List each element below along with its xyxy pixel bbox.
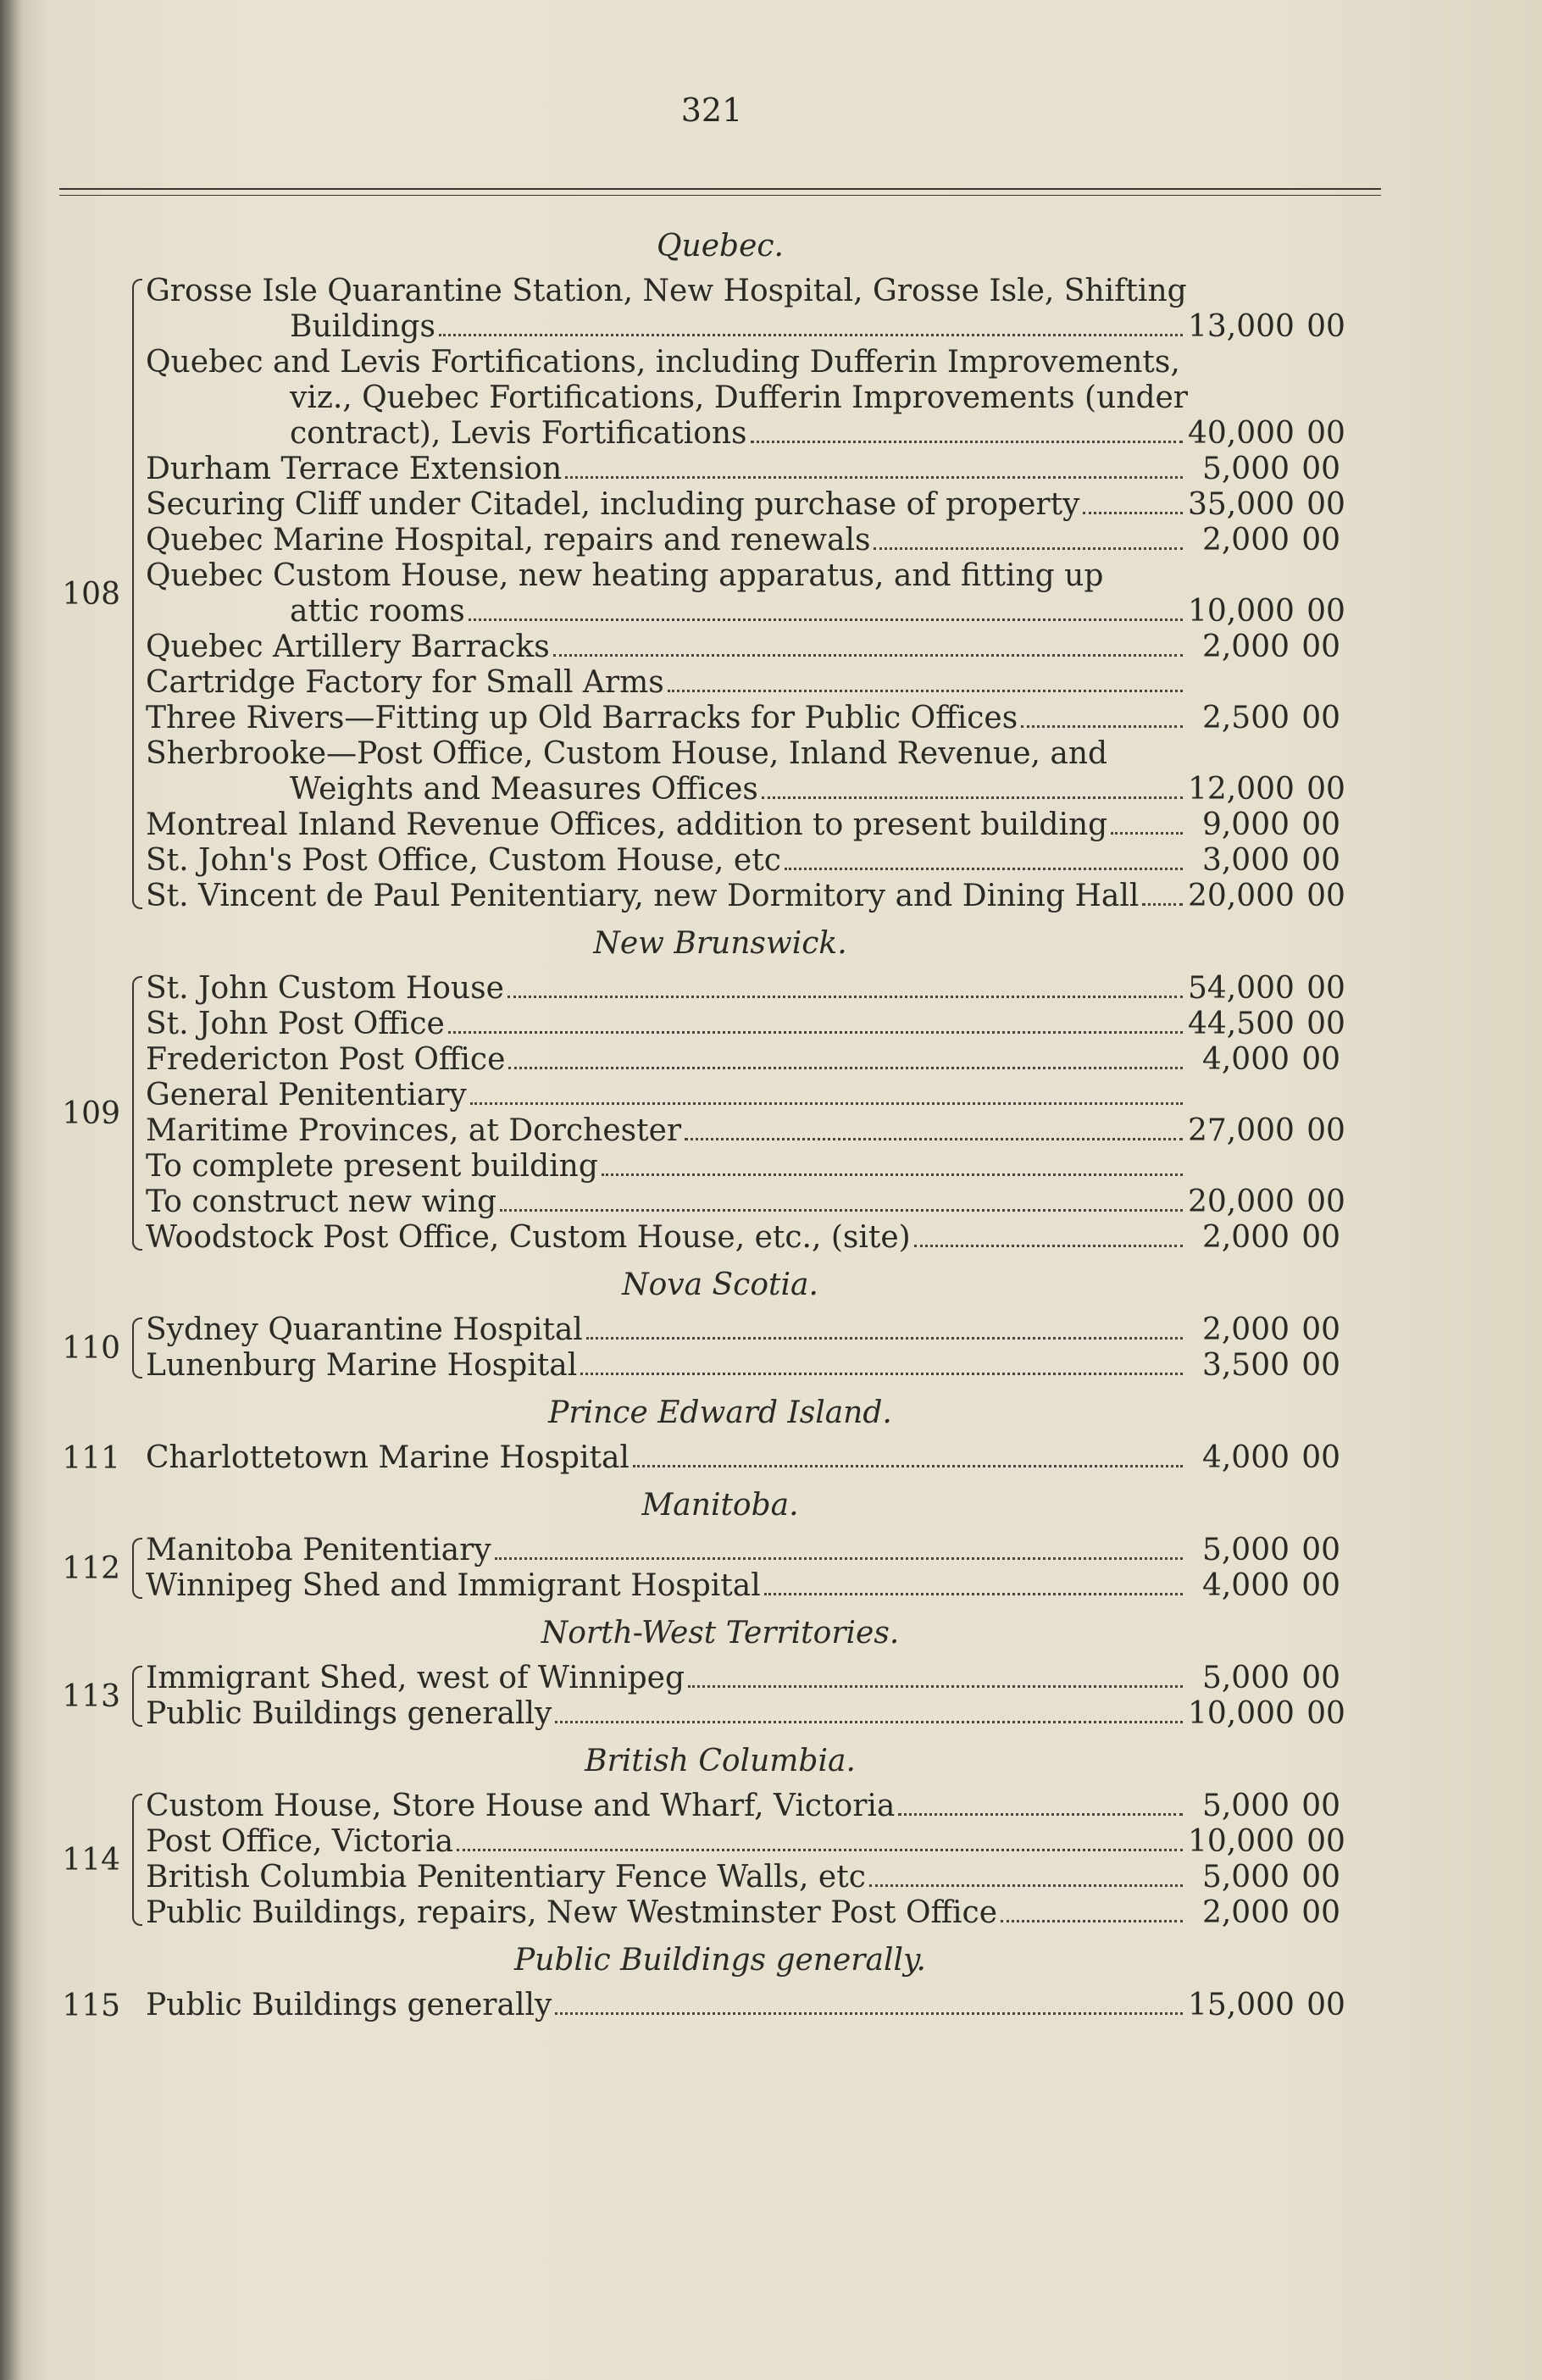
item-amount <box>1188 309 1349 345</box>
amount-dollars: 12,000 <box>1188 772 1295 807</box>
item-text: Buildings <box>290 309 435 344</box>
item-text: Three Rivers—Fitting up Old Barracks for Public Offices <box>146 701 1018 735</box>
item-amount <box>1188 1696 1349 1732</box>
amount-cents: 00 <box>1306 1113 1345 1148</box>
amount-dollars: 5,000 <box>1201 1860 1290 1895</box>
leader-dots <box>785 868 1183 870</box>
item-text: Fredericton Post Office <box>146 1042 506 1077</box>
item-description <box>146 1042 1188 1078</box>
item-amount <box>1188 1440 1349 1476</box>
leader-dots <box>685 1138 1183 1140</box>
leader-dots <box>688 1685 1183 1688</box>
line-item-continuation <box>146 558 1349 594</box>
item-description <box>146 772 1188 807</box>
leader-dots <box>565 476 1183 479</box>
vote-number: 111 <box>62 1440 120 1476</box>
amount-cents: 00 <box>1306 309 1345 344</box>
item-text: St. John Post Office <box>146 1007 445 1041</box>
line-item <box>146 971 1349 1007</box>
line-item <box>146 1348 1349 1384</box>
leader-dots <box>500 1209 1183 1212</box>
amount-dollars: 5,000 <box>1201 1533 1290 1567</box>
leader-dots <box>508 996 1183 998</box>
item-description <box>146 1789 1188 1824</box>
line-item <box>146 1440 1349 1476</box>
item-text: Montreal Inland Revenue Offices, addition to present building <box>146 807 1108 842</box>
section-heading: Public Buildings generally. <box>514 1943 926 1978</box>
item-amount <box>1188 1078 1349 1113</box>
amount-dollars: 2,500 <box>1201 701 1290 735</box>
brace-left <box>120 971 146 1256</box>
item-amount <box>1188 1661 1349 1696</box>
item-text: viz., Quebec Fortifications, Dufferin Improvements (under <box>290 380 1189 415</box>
line-item <box>146 701 1349 736</box>
line-item-continuation <box>146 274 1349 309</box>
leader-dots <box>764 1593 1183 1595</box>
vote-number: 112 <box>62 1551 120 1586</box>
amount-dollars: 9,000 <box>1201 807 1290 842</box>
amount-cents: 00 <box>1306 1007 1345 1041</box>
item-description <box>146 1533 1188 1568</box>
amount-dollars: 4,000 <box>1201 1042 1290 1077</box>
item-amount <box>1188 772 1349 807</box>
item-amount <box>1188 843 1349 879</box>
item-description <box>146 971 1188 1007</box>
line-item <box>146 1789 1349 1824</box>
item-description <box>146 380 1206 416</box>
item-description <box>146 1220 1188 1256</box>
brace-line <box>132 279 142 909</box>
leader-dots <box>1001 1920 1183 1922</box>
line-item <box>146 1113 1349 1149</box>
amount-cents: 00 <box>1306 772 1345 807</box>
item-amount <box>1188 1007 1349 1042</box>
amount-dollars: 35,000 <box>1188 487 1295 522</box>
item-amount <box>1188 1824 1349 1860</box>
item-text: British Columbia Penitentiary Fence Walls, etc <box>146 1860 866 1895</box>
section-heading: Prince Edward Island. <box>548 1395 892 1430</box>
item-text: Public Buildings, repairs, New Westminster Post Office <box>146 1895 998 1930</box>
amount-dollars: 2,000 <box>1201 1220 1290 1255</box>
item-description <box>146 1348 1188 1384</box>
item-text: Cartridge Factory for Small Arms <box>146 665 664 700</box>
section-2 <box>59 1256 1415 1384</box>
leader-dots <box>439 334 1183 336</box>
leader-dots <box>553 654 1183 657</box>
amount-cents: 00 <box>1301 1895 1340 1930</box>
amount-cents: 00 <box>1301 701 1340 735</box>
leader-dots <box>633 1465 1183 1467</box>
item-text: Quebec Custom House, new heating apparatus, and fitting up <box>146 558 1104 593</box>
section-7 <box>59 1931 1415 2023</box>
item-amount <box>1188 1348 1349 1384</box>
item-amount <box>1188 1042 1349 1078</box>
vote-group <box>59 1440 1415 1476</box>
vote-number: 115 <box>62 1988 120 2023</box>
amount-dollars: 54,000 <box>1188 971 1295 1006</box>
amount-cents: 00 <box>1306 879 1345 913</box>
amount-dollars: 2,000 <box>1201 1312 1290 1347</box>
leader-dots <box>469 619 1183 621</box>
item-text: Quebec Artillery Barracks <box>146 630 550 664</box>
item-description <box>146 1824 1188 1860</box>
item-description <box>146 594 1188 630</box>
amount-dollars: 20,000 <box>1188 879 1295 913</box>
item-description <box>146 309 1188 345</box>
amount-dollars: 10,000 <box>1188 1696 1295 1731</box>
item-text: Charlottetown Marine Hospital <box>146 1440 630 1475</box>
amount-cents: 00 <box>1306 416 1345 451</box>
amount-dollars: 10,000 <box>1188 594 1295 629</box>
item-amount <box>1188 452 1349 487</box>
amount-cents: 00 <box>1301 452 1340 486</box>
leader-dots <box>580 1373 1183 1375</box>
amount-cents: 00 <box>1306 594 1345 629</box>
section-1 <box>59 914 1415 1256</box>
line-item <box>146 1007 1349 1042</box>
leader-dots <box>914 1245 1183 1247</box>
item-text: Sydney Quarantine Hospital <box>146 1312 583 1347</box>
amount-dollars: 3,000 <box>1201 843 1290 878</box>
item-description <box>146 1007 1188 1042</box>
amount-cents: 00 <box>1306 487 1345 522</box>
line-item <box>146 452 1349 487</box>
brace-left <box>120 1312 146 1384</box>
item-description <box>146 1113 1188 1149</box>
item-description <box>146 1312 1188 1348</box>
vote-group <box>59 1789 1415 1931</box>
line-item <box>146 879 1349 914</box>
line-item <box>146 594 1349 630</box>
vote-group <box>59 1312 1415 1384</box>
line-item <box>146 309 1349 345</box>
amount-dollars: 27,000 <box>1188 1113 1295 1148</box>
item-description <box>146 1860 1188 1895</box>
amount-cents: 00 <box>1306 1184 1345 1219</box>
section-heading: North-West Territories. <box>541 1616 900 1650</box>
item-text: Manitoba Penitentiary <box>146 1533 491 1567</box>
page-number: 321 <box>680 92 743 129</box>
item-text: Post Office, Victoria <box>146 1824 454 1859</box>
item-text: Quebec and Levis Fortifications, including Dufferin Improvements, <box>146 345 1180 380</box>
brace-left <box>120 1988 146 2023</box>
item-description <box>146 1078 1188 1113</box>
amount-cents: 00 <box>1306 1988 1345 2022</box>
brace-line <box>132 1538 142 1599</box>
amount-dollars: 4,000 <box>1201 1568 1290 1603</box>
item-amount <box>1188 416 1349 452</box>
brace-line <box>132 1666 142 1727</box>
amount-dollars: 5,000 <box>1201 1789 1290 1823</box>
brace-left <box>120 274 146 914</box>
amount-dollars: 2,000 <box>1201 523 1290 558</box>
item-text: Lunenburg Marine Hospital <box>146 1348 578 1383</box>
leader-dots <box>1083 512 1183 514</box>
amount-cents: 00 <box>1301 1661 1340 1695</box>
line-item <box>146 1824 1349 1860</box>
item-text: Weights and Measures Offices <box>290 772 758 807</box>
item-amount <box>1188 879 1349 914</box>
line-item <box>146 630 1349 665</box>
brace-left <box>120 1789 146 1931</box>
line-item <box>146 1042 1349 1078</box>
line-item <box>146 665 1349 701</box>
amount-cents: 00 <box>1301 1568 1340 1603</box>
amount-dollars: 13,000 <box>1188 309 1295 344</box>
leader-dots <box>457 1849 1183 1851</box>
item-text: Immigrant Shed, west of Winnipeg <box>146 1661 685 1695</box>
leader-dots <box>1021 725 1183 728</box>
line-item <box>146 1312 1349 1348</box>
amount-cents: 00 <box>1301 1312 1340 1347</box>
item-description <box>146 1440 1188 1476</box>
item-description <box>146 1661 1188 1696</box>
amount-cents: 00 <box>1306 1824 1345 1859</box>
leader-dots <box>470 1102 1183 1105</box>
amount-cents: 00 <box>1301 1533 1340 1567</box>
line-item <box>146 487 1349 523</box>
amount-cents: 00 <box>1301 807 1340 842</box>
line-item <box>146 1220 1349 1256</box>
item-description <box>146 487 1188 523</box>
item-description <box>146 736 1188 772</box>
item-text: attic rooms <box>290 594 465 629</box>
item-description <box>146 1149 1188 1184</box>
amount-dollars: 40,000 <box>1188 416 1295 451</box>
item-amount <box>1188 1220 1349 1256</box>
section-heading: British Columbia. <box>585 1744 856 1778</box>
amount-cents: 00 <box>1301 843 1340 878</box>
item-amount <box>1188 807 1349 843</box>
item-description <box>146 558 1188 594</box>
amount-dollars: 2,000 <box>1201 630 1290 664</box>
section-heading: Quebec. <box>657 229 784 264</box>
item-text: Public Buildings generally <box>146 1696 552 1731</box>
line-item-continuation <box>146 345 1349 380</box>
leader-dots <box>762 796 1183 799</box>
amount-dollars: 5,000 <box>1201 1661 1290 1695</box>
item-description <box>146 1895 1188 1931</box>
amount-cents: 00 <box>1301 1860 1340 1895</box>
item-list <box>146 1661 1349 1732</box>
leader-dots <box>898 1813 1183 1816</box>
line-item <box>146 772 1349 807</box>
line-item <box>146 807 1349 843</box>
section-heading: Nova Scotia. <box>622 1268 818 1302</box>
amount-dollars: 3,500 <box>1201 1348 1290 1383</box>
item-text: contract), Levis Fortifications <box>290 416 747 451</box>
leader-dots <box>448 1031 1183 1034</box>
amount-dollars: 20,000 <box>1188 1184 1295 1219</box>
line-item <box>146 1184 1349 1220</box>
item-text: Sherbrooke—Post Office, Custom House, Inland Revenue, and <box>146 736 1108 771</box>
leader-dots <box>869 1884 1183 1887</box>
line-item <box>146 1078 1349 1113</box>
leader-dots <box>1142 903 1183 906</box>
line-item <box>146 523 1349 558</box>
item-text: General Penitentiary <box>146 1078 467 1112</box>
header-rule-thin <box>59 195 1381 196</box>
amount-cents: 00 <box>1301 1789 1340 1823</box>
vote-group <box>59 1661 1415 1732</box>
item-amount <box>1188 1149 1349 1184</box>
item-text: Custom House, Store House and Wharf, Victoria <box>146 1789 896 1823</box>
amount-cents: 00 <box>1301 1348 1340 1383</box>
line-item <box>146 1533 1349 1568</box>
line-item <box>146 1895 1349 1931</box>
item-amount <box>1188 487 1349 523</box>
item-description <box>146 701 1188 736</box>
item-text: St. Vincent de Paul Penitentiary, new Dormitory and Dining Hall <box>146 879 1140 913</box>
leader-dots <box>668 690 1183 692</box>
amount-cents: 00 <box>1306 971 1345 1006</box>
brace-line <box>132 1318 142 1379</box>
vote-number: 108 <box>62 576 120 612</box>
item-list <box>146 1440 1349 1476</box>
section-4 <box>59 1476 1415 1604</box>
section-heading: New Brunswick. <box>593 926 847 961</box>
item-text: Public Buildings generally <box>146 1988 552 2022</box>
brace-left <box>120 1533 146 1604</box>
leader-dots <box>555 2012 1183 2015</box>
vote-group <box>59 971 1415 1256</box>
item-description <box>146 843 1188 879</box>
item-amount <box>1188 1568 1349 1604</box>
leader-dots <box>495 1557 1183 1560</box>
amount-cents: 00 <box>1301 523 1340 558</box>
vote-group <box>59 1533 1415 1604</box>
item-description <box>146 1568 1188 1604</box>
item-text: St. John Custom House <box>146 971 504 1006</box>
item-text: Grosse Isle Quarantine Station, New Hospital, Grosse Isle, Shifting <box>146 274 1187 308</box>
vote-number: 110 <box>62 1330 120 1366</box>
item-amount <box>1188 1533 1349 1568</box>
amount-cents: 00 <box>1306 1696 1345 1731</box>
item-text: Durham Terrace Extension <box>146 452 563 486</box>
brace-line <box>132 976 142 1251</box>
item-description <box>146 345 1188 380</box>
item-description <box>146 1988 1188 2023</box>
leader-dots <box>874 547 1183 550</box>
amount-cents: 00 <box>1301 630 1340 664</box>
item-amount <box>1188 594 1349 630</box>
leader-dots <box>508 1067 1183 1069</box>
item-amount <box>1188 1184 1349 1220</box>
leader-dots <box>586 1337 1183 1340</box>
line-item <box>146 1988 1349 2023</box>
item-description <box>146 1696 1188 1732</box>
line-item-continuation <box>146 736 1349 772</box>
vote-group <box>59 1988 1415 2023</box>
item-description <box>146 416 1188 452</box>
item-amount <box>1188 1113 1349 1149</box>
item-amount <box>1188 630 1349 665</box>
amount-dollars: 44,500 <box>1188 1007 1295 1041</box>
item-description <box>146 452 1188 487</box>
item-text: Maritime Provinces, at Dorchester <box>146 1113 682 1148</box>
item-text: To complete present building <box>146 1149 598 1184</box>
line-item <box>146 1860 1349 1895</box>
item-description <box>146 1184 1188 1220</box>
amount-dollars: 2,000 <box>1201 1895 1290 1930</box>
item-description <box>146 630 1188 665</box>
item-amount <box>1188 1860 1349 1895</box>
amount-cents: 00 <box>1301 1220 1340 1255</box>
item-amount <box>1188 1988 1349 2023</box>
amount-dollars: 10,000 <box>1188 1824 1295 1859</box>
leader-dots <box>751 441 1183 443</box>
item-description <box>146 274 1188 309</box>
line-item <box>146 416 1349 452</box>
section-heading: Manitoba. <box>641 1488 799 1523</box>
item-text: St. John's Post Office, Custom House, etc <box>146 843 781 878</box>
amount-dollars: 15,000 <box>1188 1988 1295 2022</box>
item-amount <box>1188 665 1349 701</box>
item-text: Woodstock Post Office, Custom House, etc., (site) <box>146 1220 911 1255</box>
section-3 <box>59 1384 1415 1476</box>
vote-number: 113 <box>62 1678 120 1714</box>
item-list <box>146 1533 1349 1604</box>
item-amount <box>1188 523 1349 558</box>
leader-dots <box>1111 832 1183 835</box>
item-list <box>146 1312 1349 1384</box>
amount-cents: 00 <box>1301 1042 1340 1077</box>
line-item <box>146 1696 1349 1732</box>
item-description <box>146 879 1188 914</box>
line-item-continuation <box>146 380 1349 416</box>
item-list <box>146 1988 1349 2023</box>
vote-group <box>59 274 1415 914</box>
brace-left <box>120 1661 146 1732</box>
line-item <box>146 1149 1349 1184</box>
header-rule <box>59 188 1381 190</box>
amount-dollars: 4,000 <box>1201 1440 1290 1475</box>
item-description <box>146 665 1188 701</box>
brace-line <box>132 1794 142 1926</box>
estimates-sections <box>59 217 1415 2023</box>
section-5 <box>59 1604 1415 1732</box>
vote-number: 114 <box>62 1842 120 1878</box>
amount-cents: 00 <box>1301 1440 1340 1475</box>
item-list <box>146 971 1349 1256</box>
item-description <box>146 807 1188 843</box>
item-description <box>146 523 1188 558</box>
item-text: To construct new wing <box>146 1184 497 1219</box>
leader-dots <box>602 1173 1183 1176</box>
item-text: Winnipeg Shed and Immigrant Hospital <box>146 1568 761 1603</box>
item-text: Securing Cliff under Citadel, including purchase of property <box>146 487 1080 522</box>
item-text: Quebec Marine Hospital, repairs and renewals <box>146 523 871 558</box>
leader-dots <box>555 1721 1183 1723</box>
section-6 <box>59 1732 1415 1931</box>
section-0 <box>59 217 1415 914</box>
item-list <box>146 1789 1349 1931</box>
item-list <box>146 274 1349 914</box>
item-amount <box>1188 1895 1349 1931</box>
vote-number: 109 <box>62 1096 120 1131</box>
line-item <box>146 1661 1349 1696</box>
item-amount <box>1188 701 1349 736</box>
item-amount <box>1188 1312 1349 1348</box>
brace-left <box>120 1440 146 1476</box>
line-item <box>146 1568 1349 1604</box>
amount-dollars: 5,000 <box>1201 452 1290 486</box>
line-item <box>146 843 1349 879</box>
item-amount <box>1188 1789 1349 1824</box>
item-amount <box>1188 971 1349 1007</box>
